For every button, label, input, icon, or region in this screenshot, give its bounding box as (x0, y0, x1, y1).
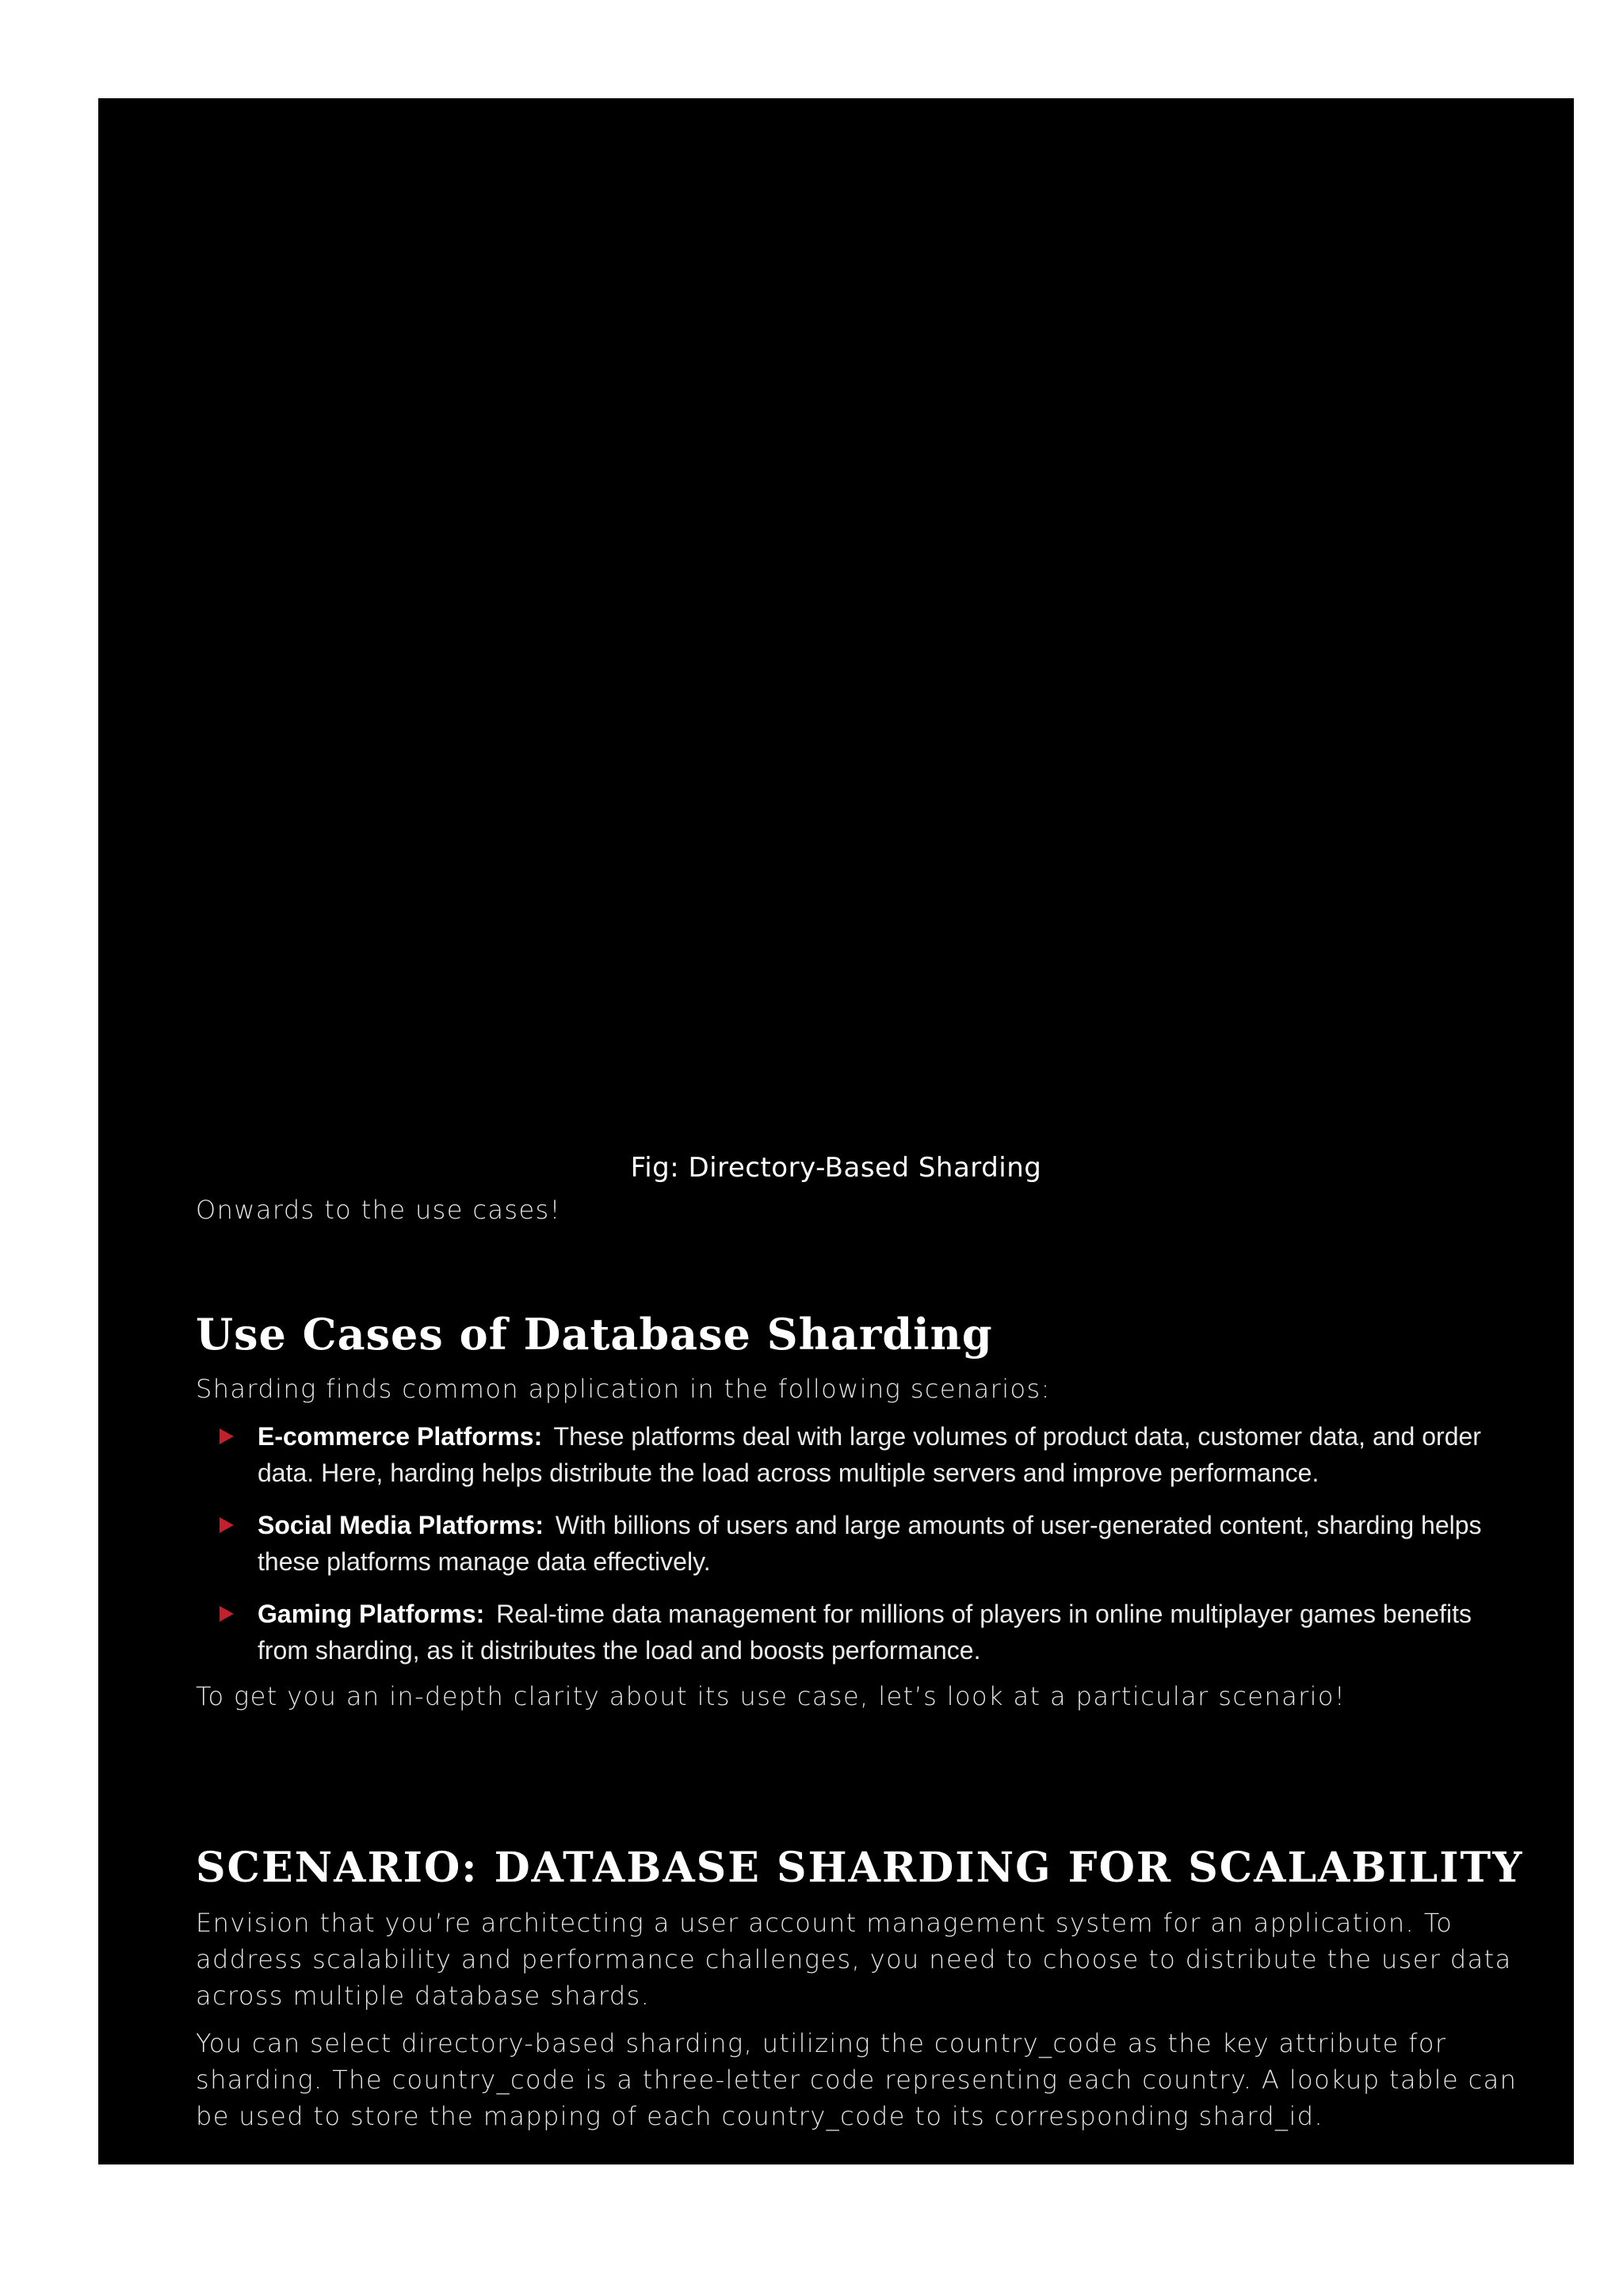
use-cases-section (196, 1309, 1527, 1714)
figure-caption: Fig: Directory-Based Sharding (630, 1152, 1042, 1184)
list-item (196, 1596, 1527, 1669)
scenario-paragraph: You can select directory-based sharding, utilizing the country_code as the key attribute for sharding. The country_code is a three-letter code representing each country. A lookup table can be used to store the mapping of each country_code to its corresponding shard_id. (196, 2028, 1518, 2131)
use-cases-heading: Use Cases of Database Sharding (196, 1309, 993, 1360)
scenario-paragraph: Envision that you’re architecting a user account management system for an application. To address scalability and performance challenges, you need to choose to distribute the user data across multiple database shards. (196, 1908, 1512, 2011)
list-item-term: E-commerce Platforms: (258, 1422, 543, 1451)
intro-section (196, 1192, 1527, 1228)
use-cases-closing: To get you an in-depth clarity about its use case, let’s look at a particular scenario! (196, 1681, 1346, 1711)
content-panel (98, 98, 1574, 2164)
triangle-right-icon (220, 1428, 234, 1444)
list-item (196, 1418, 1527, 1491)
scenario-heading: SCENARIO: DATABASE SHARDING FOR SCALABILITY (196, 1844, 1524, 1892)
use-cases-lead: Sharding finds common application in the following scenarios: (196, 1374, 1051, 1404)
triangle-right-icon (220, 1517, 234, 1533)
list-item-term: Gaming Platforms: (258, 1600, 485, 1628)
intro-text: Onwards to the use cases! (196, 1195, 561, 1225)
scenario-section (196, 1843, 1527, 2134)
list-item-term: Social Media Platforms: (258, 1511, 544, 1539)
list-item (196, 1507, 1527, 1580)
use-cases-list (196, 1418, 1527, 1669)
list-item-text: With billions of users and large amounts of user-generated content, sharding helps these platforms manage data effectively. (258, 1511, 1482, 1576)
list-item-text: Real-time data management for millions of players in online multiplayer games benefits from sharding, as it distributes the load and boosts performance. (258, 1600, 1472, 1665)
triangle-right-icon (220, 1606, 234, 1622)
list-item-text: These platforms deal with large volumes of product data, customer data, and order data. Here, harding helps distribute the load across multiple servers and improve performance. (258, 1422, 1481, 1487)
